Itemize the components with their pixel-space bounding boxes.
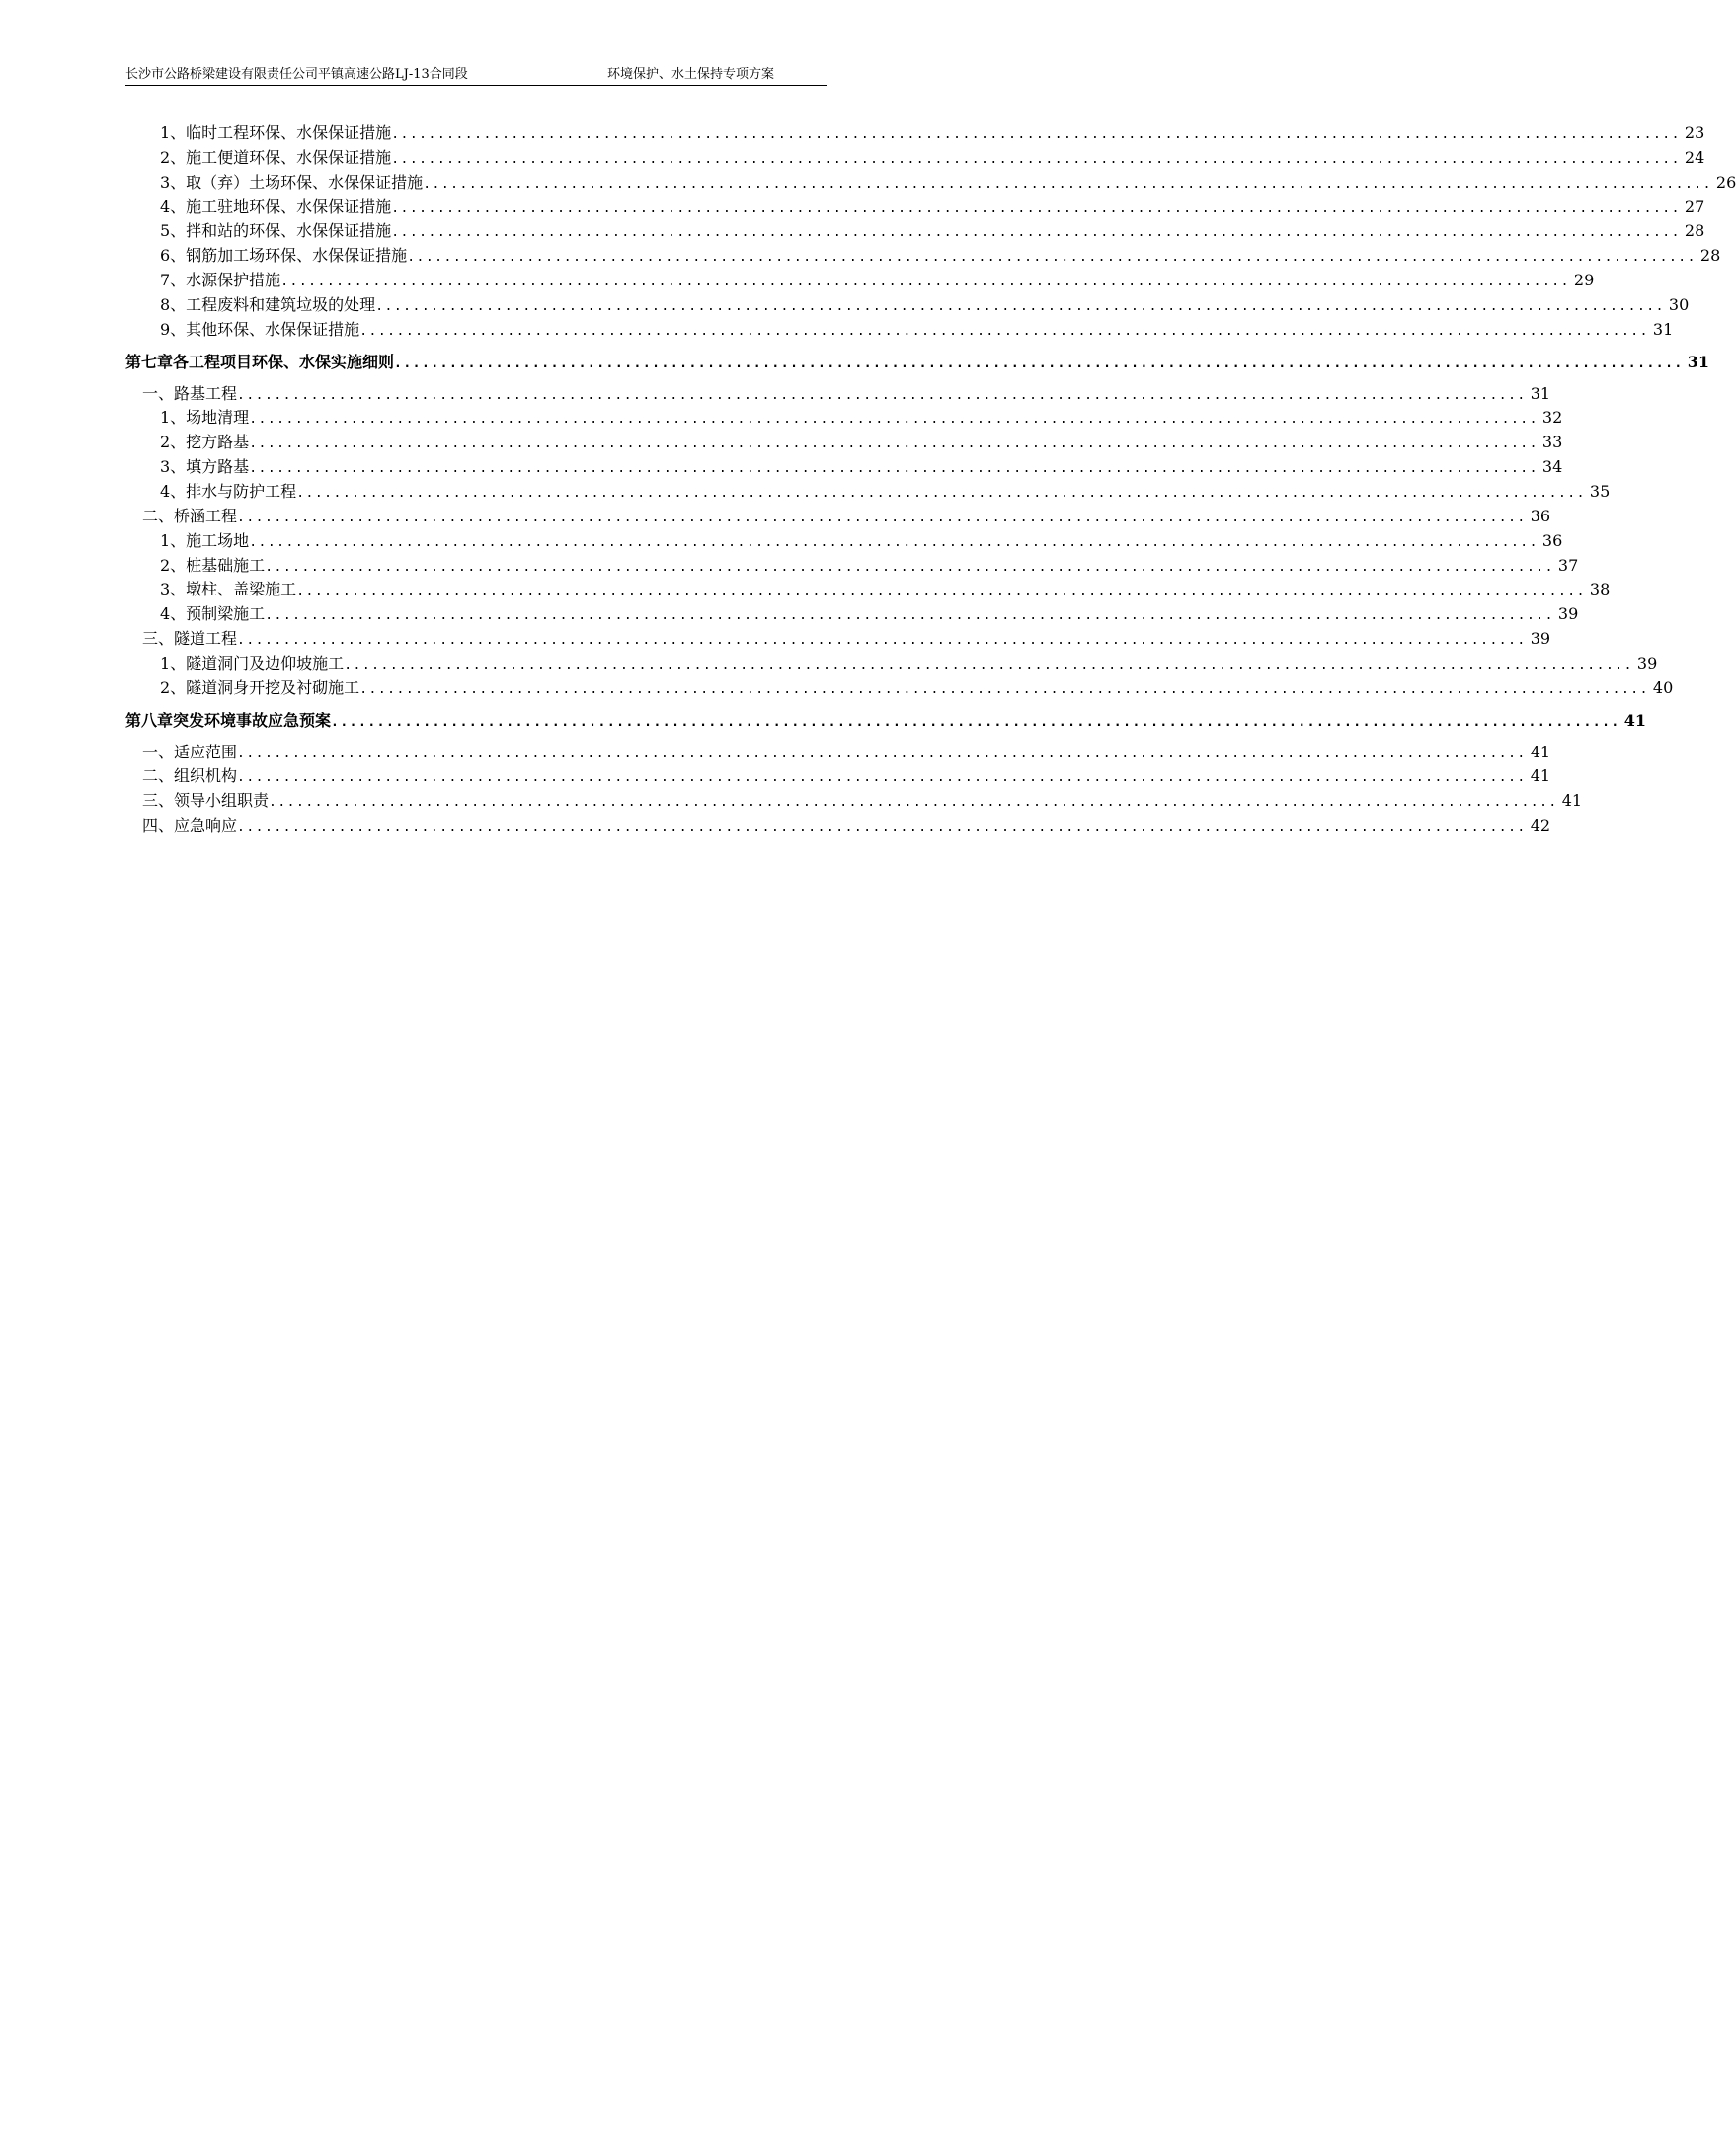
toc-entry[interactable] <box>125 146 1705 171</box>
page-header <box>125 65 827 86</box>
toc-entry[interactable] <box>125 480 1611 505</box>
toc-leader: ............................................................................................................................................ <box>237 746 1527 761</box>
toc-page-number: 23 <box>1684 123 1705 142</box>
toc-page-number: 31 <box>1652 319 1674 339</box>
toc-entry[interactable] <box>125 554 1579 579</box>
chapter-title: 各工程项目环保、水保实施细则 <box>173 352 395 371</box>
toc-leader: ............................................................................................................................................ <box>331 714 1620 730</box>
toc-entry[interactable] <box>125 171 1736 196</box>
toc-entry-label: 6、钢筋加工场环保、水保保证措施 <box>160 246 408 266</box>
toc-entry-label: 4、预制梁施工 <box>160 604 266 624</box>
toc-leader: ............................................................................................................................................ <box>280 275 1570 290</box>
toc-entry-label: 四、应急响应 <box>142 816 238 835</box>
toc-entry-label: 8、工程废料和建筑垃圾的处理 <box>160 294 376 314</box>
toc-entry[interactable] <box>125 318 1674 343</box>
toc-entry[interactable] <box>125 431 1563 455</box>
toc-page-number: 24 <box>1684 147 1705 167</box>
toc-leader: ............................................................................................................................................ <box>237 770 1527 786</box>
toc-entry-label: 5、拌和站的环保、水保保证措施 <box>160 221 392 241</box>
toc-page-number: 30 <box>1668 294 1690 314</box>
toc-entry[interactable] <box>125 293 1690 318</box>
toc-leader: ............................................................................................................................................ <box>265 559 1554 575</box>
chapter-number: 第七章 <box>125 352 174 371</box>
toc-leader: ............................................................................................................................................ <box>269 795 1558 811</box>
toc-page-number: 31 <box>1530 383 1551 403</box>
toc-page-number: 28 <box>1699 246 1721 266</box>
toc-entry-label: 二、桥涵工程 <box>142 506 238 525</box>
toc-page-number: 38 <box>1589 580 1611 599</box>
toc-leader: ............................................................................................................................................ <box>249 436 1539 452</box>
toc-page-number: 39 <box>1557 604 1579 624</box>
toc-entry[interactable] <box>125 406 1563 431</box>
toc-leader: ............................................................................................................................................ <box>391 127 1681 142</box>
toc-leader: ............................................................................................................................................ <box>296 584 1586 599</box>
toc-leader: ............................................................................................................................................ <box>359 323 1649 339</box>
toc-page-number: 33 <box>1541 433 1563 452</box>
toc-entry[interactable] <box>125 219 1705 244</box>
toc-section[interactable] <box>125 741 1551 765</box>
toc-page-number: 41 <box>1623 710 1647 730</box>
toc-entry-label: 一、适应范围 <box>142 742 238 761</box>
toc-entry-label: 2、隧道洞身开挖及衬砌施工 <box>160 677 360 697</box>
toc-entry-label: 1、场地清理 <box>160 408 250 428</box>
toc-page-number: 27 <box>1684 197 1705 216</box>
toc-entry-label: 1、隧道洞门及边仰坡施工 <box>160 653 345 673</box>
toc-leader: ............................................................................................................................................ <box>407 250 1697 266</box>
toc-entry-label: 4、施工驻地环保、水保保证措施 <box>160 197 392 216</box>
toc-entry[interactable] <box>125 244 1721 269</box>
toc-leader: ............................................................................................................................................ <box>249 412 1539 428</box>
toc-leader: ............................................................................................................................................ <box>423 176 1712 192</box>
toc-entry-label: 一、路基工程 <box>142 383 238 403</box>
toc-leader: ............................................................................................................................................ <box>359 681 1649 697</box>
toc-entry-label: 4、排水与防护工程 <box>160 481 297 501</box>
toc-page-number: 41 <box>1530 742 1551 761</box>
toc-page-number: 32 <box>1541 408 1563 428</box>
toc-entry-label: 2、挖方路基 <box>160 433 250 452</box>
toc-entry-label: 三、领导小组职责 <box>142 791 270 811</box>
toc-entry-label: 1、临时工程环保、水保保证措施 <box>160 123 392 142</box>
toc-leader: ............................................................................................................................................ <box>265 608 1554 624</box>
toc-leader: ............................................................................................................................................ <box>296 485 1586 501</box>
toc-entry[interactable] <box>125 602 1579 627</box>
toc-page-number: 41 <box>1530 766 1551 786</box>
toc-page-number: 39 <box>1530 629 1551 649</box>
toc-entry[interactable] <box>125 652 1658 676</box>
toc-section[interactable] <box>125 814 1551 838</box>
toc-entry-label: 3、取（弃）土场环保、水保保证措施 <box>160 172 424 192</box>
toc-leader: ............................................................................................................................................ <box>344 657 1633 673</box>
toc-entry-label: 1、施工场地 <box>160 530 250 550</box>
toc-page-number: 40 <box>1652 677 1674 697</box>
toc-page-number: 41 <box>1561 791 1583 811</box>
toc-page-number: 26 <box>1715 172 1736 192</box>
toc-entry[interactable] <box>125 196 1705 220</box>
toc-leader: ............................................................................................................................................ <box>237 510 1527 525</box>
toc-section[interactable] <box>125 382 1551 407</box>
toc-entry-label: 7、水源保护措施 <box>160 271 281 290</box>
toc-entry-label: 三、隧道工程 <box>142 629 238 649</box>
toc-leader: ............................................................................................................................................ <box>249 534 1539 550</box>
toc-page-number: 36 <box>1541 530 1563 550</box>
toc-page-number: 42 <box>1530 816 1551 835</box>
toc-entry-label: 3、填方路基 <box>160 457 250 477</box>
toc-section[interactable] <box>125 505 1551 529</box>
toc-entry[interactable] <box>125 578 1611 602</box>
toc-page-number: 28 <box>1684 221 1705 241</box>
toc-leader: ............................................................................................................................................ <box>375 298 1665 314</box>
toc-leader: ............................................................................................................................................ <box>391 151 1681 167</box>
toc-leader: ............................................................................................................................................ <box>237 387 1527 403</box>
toc-leader: ............................................................................................................................................ <box>391 200 1681 216</box>
toc-entry[interactable] <box>125 676 1674 701</box>
toc-page-number: 31 <box>1687 352 1710 371</box>
toc-section[interactable] <box>125 764 1551 789</box>
toc-leader: ............................................................................................................................................ <box>237 633 1527 649</box>
toc-page-number: 39 <box>1636 653 1658 673</box>
header-company: 长沙市公路桥梁建设有限责任公司平镇高速公路LJ-13合同段 <box>125 67 468 82</box>
toc-entry-label: 9、其他环保、水保保证措施 <box>160 319 360 339</box>
toc-chapter-7[interactable] <box>125 346 1710 379</box>
toc-entry-label: 2、桩基础施工 <box>160 555 266 575</box>
toc-entry[interactable] <box>125 529 1563 554</box>
toc-leader: ............................................................................................................................................ <box>391 225 1681 241</box>
toc-entry-label: 2、施工便道环保、水保保证措施 <box>160 147 392 167</box>
toc-leader: ............................................................................................................................................ <box>394 356 1684 371</box>
toc-page-number: 36 <box>1530 506 1551 525</box>
toc-entry[interactable] <box>125 121 1705 146</box>
toc-chapter-8[interactable] <box>125 704 1647 738</box>
chapter-title: 突发环境事故应急预案 <box>173 710 332 730</box>
toc-page-number: 29 <box>1573 271 1595 290</box>
toc-page-number: 37 <box>1557 555 1579 575</box>
toc-entry[interactable] <box>125 455 1563 480</box>
chapter-number: 第八章 <box>125 710 174 730</box>
toc-leader: ............................................................................................................................................ <box>249 461 1539 477</box>
table-of-contents <box>125 121 1736 838</box>
toc-page-number: 35 <box>1589 481 1611 501</box>
toc-leader: ............................................................................................................................................ <box>237 820 1527 835</box>
toc-entry-label: 二、组织机构 <box>142 766 238 786</box>
toc-page-number: 34 <box>1541 457 1563 477</box>
toc-section[interactable] <box>125 789 1583 814</box>
toc-section[interactable] <box>125 627 1551 652</box>
header-doc-title: 环境保护、水土保持专项方案 <box>607 67 775 82</box>
toc-entry-label: 3、墩柱、盖梁施工 <box>160 580 297 599</box>
toc-entry[interactable] <box>125 269 1595 293</box>
